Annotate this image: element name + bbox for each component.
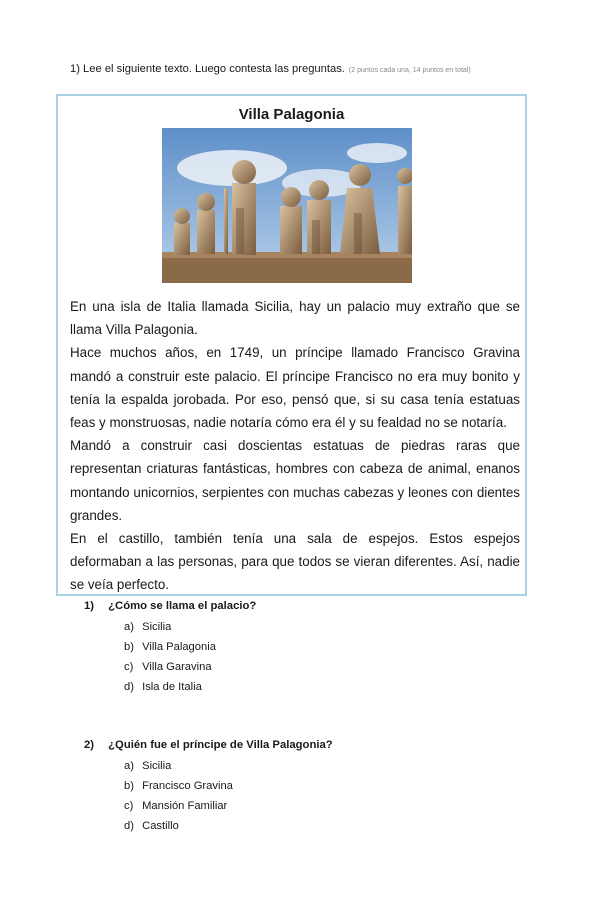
question-2 bbox=[84, 739, 333, 751]
option-a[interactable] bbox=[124, 617, 216, 637]
paragraph: En el castillo, también tenía una sala de espejos. Estos espejos deformaban a las personas, para que todos se vieran diferentes. Así, nadie se veía perfecto. bbox=[70, 531, 520, 593]
option-text: Francisco Gravina bbox=[142, 780, 233, 792]
option-letter: b) bbox=[124, 641, 134, 653]
question-text: ¿Quién fue el príncipe de Villa Palagonia? bbox=[108, 739, 333, 751]
option-text: Sicilia bbox=[142, 621, 172, 633]
option-text: Sicilia bbox=[142, 760, 172, 772]
question-1-options bbox=[124, 617, 216, 697]
option-letter: a) bbox=[124, 760, 134, 772]
instruction-text: 1) Lee el siguiente texto. Luego contesta las preguntas. bbox=[70, 63, 345, 75]
option-c[interactable] bbox=[124, 796, 233, 816]
question-number: 2) bbox=[84, 739, 95, 751]
option-letter: c) bbox=[124, 800, 134, 812]
question-2-options bbox=[124, 756, 233, 836]
option-letter: d) bbox=[124, 681, 134, 693]
reading-box bbox=[56, 94, 527, 596]
option-letter: a) bbox=[124, 621, 134, 633]
option-text: Castillo bbox=[142, 820, 179, 832]
option-c[interactable] bbox=[124, 657, 216, 677]
paragraph: En una isla de Italia llamada Sicilia, hay un palacio muy extraño que se llama Villa Palagonia. bbox=[70, 299, 520, 338]
option-b[interactable] bbox=[124, 637, 216, 657]
option-d[interactable] bbox=[124, 677, 216, 697]
option-letter: d) bbox=[124, 820, 134, 832]
question-number: 1) bbox=[84, 600, 95, 612]
option-text: Isla de Italia bbox=[142, 681, 202, 693]
paragraph: Hace muchos años, en 1749, un príncipe llamado Francisco Gravina mandó a construir este palacio. El príncipe Francisco no era muy bonito y tenía la espalda jorobada. Por eso, pensó que, si su casa tenía estatuas feas y monstruosas, nadie notaría cómo era él y su fealdad no se notaría. bbox=[70, 345, 520, 431]
question-1 bbox=[84, 600, 256, 612]
option-b[interactable] bbox=[124, 776, 233, 796]
option-d[interactable] bbox=[124, 816, 233, 836]
option-letter: c) bbox=[124, 661, 134, 673]
instruction bbox=[70, 63, 471, 75]
option-text: Mansión Familiar bbox=[142, 800, 228, 812]
question-text: ¿Cómo se llama el palacio? bbox=[108, 600, 257, 612]
statues-photo bbox=[162, 128, 412, 283]
instruction-note: (2 puntos cada una, 14 puntos en total) bbox=[348, 67, 471, 74]
reading-title: Villa Palagonia bbox=[238, 106, 345, 123]
option-text: Villa Garavina bbox=[142, 661, 212, 673]
option-a[interactable] bbox=[124, 756, 233, 776]
option-letter: b) bbox=[124, 780, 134, 792]
reading-body bbox=[70, 295, 520, 597]
option-text: Villa Palagonia bbox=[142, 641, 216, 653]
paragraph: Mandó a construir casi doscientas estatuas de piedras raras que representan criaturas fantásticas, hombres con cabeza de animal, enanos montando unicornios, serpientes con muchas cabezas y leones con dientes grandes. bbox=[70, 438, 520, 523]
